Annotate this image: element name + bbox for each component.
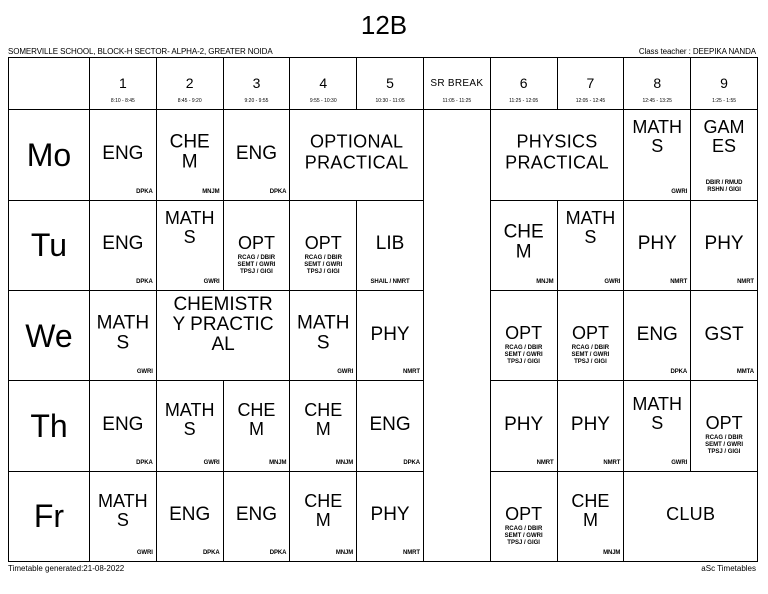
lesson-cell-double — [290, 110, 424, 200]
lesson-cell — [691, 200, 758, 290]
teacher-line: RCAG / DBIR — [504, 525, 543, 532]
teacher-code: MNJM — [202, 188, 220, 195]
period-time: 9:55 - 10:30 — [309, 98, 337, 104]
lesson-cell — [89, 110, 156, 200]
teacher-line: SEMT / GWRI — [304, 261, 343, 268]
teacher-code: MNJM — [269, 459, 287, 466]
period-header — [557, 58, 624, 110]
teacher-code: DPKA — [269, 550, 287, 556]
subject: OPT — [571, 322, 609, 343]
day-row-friday — [9, 471, 758, 561]
lesson-cell — [624, 110, 691, 200]
period-header — [156, 58, 223, 110]
teacher-line: RCAG / DBIR — [237, 254, 276, 261]
period-time: 8:10 - 8:45 — [110, 98, 135, 104]
period-number: 7 — [586, 75, 595, 91]
teacher-line: SEMT / GWRI — [571, 351, 610, 358]
period-number: 4 — [319, 75, 328, 91]
lesson-cell — [223, 381, 290, 471]
teacher-line: SEMT / GWRI — [504, 351, 543, 358]
teacher-codes — [290, 255, 356, 276]
subject: CLUB — [666, 504, 716, 525]
day-name: Tu — [30, 227, 68, 264]
lesson-cell — [490, 471, 557, 561]
subject: OPTIONAL PRACTICAL — [304, 131, 409, 173]
day-label — [9, 290, 90, 380]
subject: MATH S — [164, 400, 215, 440]
subject: CHE M — [304, 490, 343, 530]
day-label — [9, 381, 90, 471]
lesson-cell — [223, 200, 290, 290]
lesson-cell — [89, 200, 156, 290]
software-credit: aSc Timetables — [701, 564, 756, 573]
subject: OPT — [237, 232, 275, 253]
teacher-code: MNJM — [536, 278, 554, 285]
lesson-cell — [557, 471, 624, 561]
subject: LIB — [375, 233, 405, 255]
subject: ENG — [235, 504, 278, 526]
lesson-cell — [490, 381, 557, 471]
subject: CHE M — [571, 490, 610, 530]
subject: PHYSICS PRACTICAL — [505, 131, 609, 173]
teacher-line: TPSJ / GIGI — [574, 358, 607, 365]
lesson-cell — [624, 290, 691, 380]
teacher-code: DPKA — [202, 550, 220, 556]
day-row-thursday — [9, 381, 758, 471]
teacher-code: MNJM — [335, 459, 354, 466]
teacher-code: NMRT — [536, 459, 554, 466]
teacher-line: RSHN / GIGI — [707, 186, 741, 193]
period-time: 8:45 - 9:20 — [177, 98, 202, 104]
lesson-cell — [156, 110, 223, 200]
lesson-cell-double — [624, 471, 758, 561]
teacher-code: NMRT — [670, 278, 688, 285]
break-column — [423, 110, 490, 562]
class-title: 12B — [360, 10, 408, 40]
lesson-cell-double — [490, 110, 624, 200]
teacher-line: RCAG / DBIR — [705, 435, 743, 442]
teacher-code: DPKA — [136, 278, 153, 285]
period-number: 2 — [185, 75, 194, 91]
subject: ENG — [169, 504, 211, 526]
teacher-line: SEMT / GWRI — [504, 532, 543, 539]
lesson-cell — [691, 381, 758, 471]
period-header — [223, 58, 290, 110]
period-time: 12:05 - 12:45 — [575, 98, 606, 104]
subject: PHY — [570, 413, 610, 435]
teacher-code: DPKA — [269, 188, 287, 195]
subject: MATH S — [297, 312, 350, 354]
teacher-codes — [491, 345, 557, 366]
lesson-cell — [89, 290, 156, 380]
period-header — [624, 58, 691, 110]
subject: MATH S — [632, 394, 683, 434]
lesson-cell — [691, 290, 758, 380]
subject: OPT — [505, 322, 543, 343]
teacher-line: TPSJ / GIGI — [507, 358, 540, 365]
teacher-code: DPKA — [403, 459, 420, 466]
corner-cell — [9, 58, 90, 110]
period-time: 9:20 - 9:55 — [244, 98, 269, 104]
class-teacher: Class teacher : DEEPIKA NANDA — [638, 47, 756, 56]
lesson-cell — [490, 290, 557, 380]
period-time: 12:45 - 13:25 — [642, 98, 672, 104]
period-time: 10:30 - 11:05 — [375, 98, 405, 104]
day-label — [9, 110, 90, 200]
lesson-cell — [156, 471, 223, 561]
teacher-codes — [558, 345, 624, 366]
subject: ENG — [636, 323, 678, 345]
period-time: 11:05 - 11:25 — [442, 98, 472, 104]
teacher-code: SHAIL / NMRT — [370, 278, 410, 285]
subject: CHEMISTR Y PRACTIC AL — [172, 293, 274, 355]
lesson-cell — [357, 471, 424, 561]
lesson-cell — [89, 381, 156, 471]
day-label — [9, 200, 90, 290]
period-number: 1 — [118, 75, 127, 91]
period-number: 9 — [720, 75, 728, 91]
period-time: 1:25 - 1:55 — [712, 98, 737, 104]
lesson-cell — [357, 381, 424, 471]
lesson-cell — [557, 290, 624, 380]
teacher-code: DPKA — [136, 188, 153, 195]
teacher-line: RCAG / DBIR — [304, 254, 342, 261]
subject: PHY — [637, 233, 677, 255]
teacher-line: TPSJ / GIGI — [240, 268, 273, 275]
teacher-line: TPSJ / GIGI — [306, 268, 340, 275]
subject: PHY — [370, 323, 410, 345]
break-header — [423, 58, 490, 110]
subject: CHE M — [304, 400, 343, 440]
teacher-code: GWRI — [671, 188, 688, 195]
teacher-code — [691, 180, 757, 194]
day-name: Fr — [33, 498, 65, 535]
teacher-code: MMTA — [736, 369, 754, 376]
period-header — [89, 58, 156, 110]
lesson-cell — [89, 471, 156, 561]
lesson-cell — [156, 381, 223, 471]
subject: OPT — [705, 413, 743, 434]
lesson-cell — [290, 200, 357, 290]
subject: CHE M — [503, 221, 544, 263]
teacher-code: DPKA — [670, 369, 688, 376]
lesson-cell — [290, 290, 357, 380]
subject: GST — [704, 323, 744, 345]
lesson-cell — [223, 110, 290, 200]
teacher-code: MNJM — [335, 550, 354, 556]
lesson-cell — [357, 200, 424, 290]
period-header — [357, 58, 424, 110]
subject: MATH S — [164, 207, 215, 247]
subject: ENG — [102, 413, 144, 435]
subject: ENG — [235, 142, 278, 164]
period-header-row — [9, 58, 758, 110]
lesson-cell-double — [156, 290, 290, 380]
teacher-code: NMRT — [403, 550, 420, 556]
teacher-code: DPKA — [136, 459, 153, 466]
teacher-code: GWRI — [136, 369, 153, 376]
teacher-line: TPSJ / GIGI — [507, 539, 540, 546]
subject: PHY — [704, 233, 744, 255]
day-name: We — [25, 317, 73, 354]
teacher-code: GWRI — [337, 369, 354, 376]
subject: MATH S — [565, 207, 616, 247]
lesson-cell — [490, 200, 557, 290]
day-row-monday — [9, 110, 758, 200]
subject: ENG — [369, 413, 411, 435]
subject: ENG — [102, 142, 144, 164]
subject: MATH S — [98, 490, 148, 530]
break-label: SR BREAK — [430, 78, 484, 89]
period-time: 11:25 - 12:05 — [509, 98, 539, 104]
lesson-cell — [156, 200, 223, 290]
lesson-cell — [290, 381, 357, 471]
period-number: 5 — [386, 75, 394, 91]
day-label — [9, 471, 90, 561]
teacher-code: GWRI — [203, 459, 220, 466]
lesson-cell — [290, 471, 357, 561]
school-name: SOMERVILLE SCHOOL, BLOCK-H SECTOR- ALPHA-2, GREATER NOIDA — [8, 47, 273, 56]
subject: OPT — [304, 232, 342, 253]
lesson-cell — [624, 200, 691, 290]
generated-date: Timetable generated:21-08-2022 — [8, 564, 125, 573]
teacher-code: NMRT — [603, 459, 621, 466]
teacher-line: SEMT / GWRI — [705, 442, 744, 449]
day-row-tuesday — [9, 200, 758, 290]
subject: CHE M — [237, 400, 276, 440]
period-header — [691, 58, 758, 110]
period-number: 3 — [252, 75, 261, 91]
lesson-cell — [691, 110, 758, 200]
teacher-code: GWRI — [671, 459, 688, 466]
lesson-cell — [624, 381, 691, 471]
teacher-code: MNJM — [603, 550, 621, 556]
period-header — [290, 58, 357, 110]
period-number: 6 — [519, 75, 528, 91]
day-name: Mo — [26, 136, 72, 173]
subject: ENG — [102, 233, 144, 255]
teacher-line: SEMT / GWRI — [237, 261, 276, 268]
lesson-cell — [357, 290, 424, 380]
lesson-cell — [557, 200, 624, 290]
lesson-cell — [557, 381, 624, 471]
day-name: Th — [30, 407, 68, 444]
teacher-codes — [691, 435, 757, 456]
teacher-line: DBIR / RMUD — [705, 179, 743, 186]
subject: MATH S — [632, 117, 683, 157]
subject: MATH S — [96, 312, 150, 354]
teacher-code: NMRT — [403, 369, 420, 376]
subject: OPT — [505, 503, 543, 524]
subject: GAM ES — [703, 117, 745, 157]
teacher-line: RCAG / DBIR — [504, 344, 543, 351]
subject: CHE M — [169, 131, 210, 173]
day-row-wednesday — [9, 290, 758, 380]
teacher-code: NMRT — [737, 278, 754, 285]
teacher-code: GWRI — [203, 278, 220, 285]
teacher-line: TPSJ / GIGI — [707, 449, 741, 456]
subject: PHY — [504, 413, 544, 435]
teacher-line: RCAG / DBIR — [571, 344, 610, 351]
period-number: 8 — [653, 75, 662, 91]
teacher-codes — [491, 526, 557, 547]
teacher-code: GWRI — [604, 278, 621, 285]
subject: PHY — [370, 504, 410, 526]
period-header — [490, 58, 557, 110]
teacher-code: GWRI — [136, 550, 153, 556]
teacher-codes — [224, 255, 290, 276]
lesson-cell — [223, 471, 290, 561]
timetable-grid — [8, 57, 758, 562]
